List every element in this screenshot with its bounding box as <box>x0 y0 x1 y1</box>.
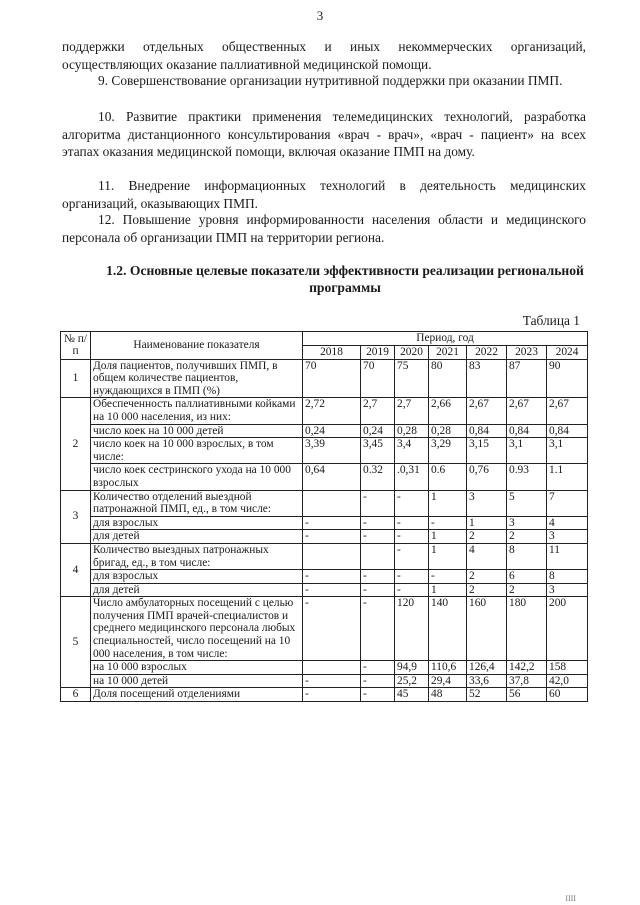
value-cell: - <box>303 516 361 530</box>
value-cell: 83 <box>467 359 507 398</box>
value-cell: 2,67 <box>547 398 588 424</box>
indicator-name: Число амбулаторных посещений с целью получения ПМП врачей-специалистов и среднего медицинского персонала любых специальностей, число посещений на 10 000 населения, в том числе: <box>91 597 303 661</box>
value-cell <box>361 543 395 569</box>
value-cell: - <box>429 570 467 584</box>
value-cell: 158 <box>547 661 588 675</box>
indicators-table <box>60 331 588 702</box>
value-cell: 3,15 <box>467 438 507 464</box>
value-cell: .0,31 <box>395 464 429 490</box>
value-cell: 2,7 <box>395 398 429 424</box>
table-row <box>61 464 588 490</box>
value-cell: 42,0 <box>547 674 588 688</box>
value-cell: 0.32 <box>361 464 395 490</box>
row-number: 5 <box>61 597 91 688</box>
value-cell: - <box>361 583 395 597</box>
col-name-header: Наименование показателя <box>91 332 303 360</box>
value-cell: - <box>303 688 361 702</box>
value-cell: 3 <box>467 490 507 516</box>
value-cell: 126,4 <box>467 661 507 675</box>
value-cell: - <box>303 530 361 544</box>
value-cell: - <box>361 674 395 688</box>
table-row <box>61 570 588 584</box>
value-cell: 45 <box>395 688 429 702</box>
value-cell: - <box>361 516 395 530</box>
value-cell: 37,8 <box>507 674 547 688</box>
value-cell: 2 <box>467 530 507 544</box>
paragraph <box>62 72 586 90</box>
value-cell: 2 <box>507 530 547 544</box>
table-row <box>61 516 588 530</box>
value-cell: 3,39 <box>303 438 361 464</box>
value-cell: 0,84 <box>547 424 588 438</box>
value-cell: 180 <box>507 597 547 661</box>
indicator-name: для взрослых <box>91 516 303 530</box>
indicator-name: для детей <box>91 530 303 544</box>
paragraph-text: 10. Развитие практики применения телемедицинских технологий, разработка алгоритма дистанционного консультирования «врач - врач», «врач - пациент» на всех этапах оказания медицинской помощи, включая оказание ПМП на дому. <box>62 109 586 160</box>
value-cell: - <box>395 516 429 530</box>
indicator-name: Количество отделений выездной патронажной ПМП, ед., в том числе: <box>91 490 303 516</box>
indicator-name: Доля посещений отделениями <box>91 688 303 702</box>
value-cell: 2 <box>467 583 507 597</box>
value-cell: 1 <box>429 543 467 569</box>
value-cell: 0,28 <box>395 424 429 438</box>
value-cell: 2 <box>507 583 547 597</box>
value-cell: 160 <box>467 597 507 661</box>
value-cell: 0.93 <box>507 464 547 490</box>
row-number: 2 <box>61 398 91 490</box>
value-cell: 4 <box>467 543 507 569</box>
indicator-name: Обеспеченность паллиативными койками на 10 000 населения, из них: <box>91 398 303 424</box>
table-row <box>61 597 588 661</box>
value-cell <box>303 543 361 569</box>
table-row <box>61 359 588 398</box>
table-row <box>61 490 588 516</box>
value-cell: - <box>303 583 361 597</box>
value-cell: 87 <box>507 359 547 398</box>
value-cell: 0,24 <box>303 424 361 438</box>
value-cell: - <box>395 543 429 569</box>
value-cell: 33,6 <box>467 674 507 688</box>
indicator-name: Количество выездных патронажных бригад, ед., в том числе: <box>91 543 303 569</box>
year-header: 2024 <box>547 345 588 359</box>
table-row <box>61 661 588 675</box>
value-cell: 3,1 <box>507 438 547 464</box>
table-row <box>61 583 588 597</box>
value-cell: 1.1 <box>547 464 588 490</box>
value-cell <box>303 661 361 675</box>
value-cell: 25,2 <box>395 674 429 688</box>
corner-mark: IIII <box>565 894 576 903</box>
col-period-header: Период, год <box>303 332 588 346</box>
value-cell: 3,29 <box>429 438 467 464</box>
paragraph-text: 12. Повышение уровня информированности населения области и медицинского персонала об организации ПМП на территории региона. <box>62 212 586 245</box>
value-cell: 1 <box>429 583 467 597</box>
value-cell: 1 <box>429 530 467 544</box>
row-number: 1 <box>61 359 91 398</box>
value-cell: 120 <box>395 597 429 661</box>
year-header: 2022 <box>467 345 507 359</box>
value-cell: - <box>303 597 361 661</box>
value-cell <box>303 490 361 516</box>
paragraph-text: 11. Внедрение информационных технологий в деятельность медицинских организаций, оказывающих ПМП. <box>62 178 586 211</box>
year-header: 2023 <box>507 345 547 359</box>
paragraph <box>62 177 586 212</box>
paragraph <box>62 38 586 73</box>
paragraph-text: поддержки отдельных общественных и иных некоммерческих организаций, осуществляющих оказание паллиативной медицинской помощи. <box>62 39 586 72</box>
year-header: 2020 <box>395 345 429 359</box>
value-cell: 52 <box>467 688 507 702</box>
col-num-header: № п/п <box>61 332 91 360</box>
indicator-name: для детей <box>91 583 303 597</box>
value-cell: - <box>361 661 395 675</box>
section-heading: 1.2. Основные целевые показатели эффективности реализации региональной программы <box>106 263 584 295</box>
value-cell: - <box>361 530 395 544</box>
indicator-name: для взрослых <box>91 570 303 584</box>
value-cell: 7 <box>547 490 588 516</box>
value-cell: 60 <box>547 688 588 702</box>
value-cell: 29,4 <box>429 674 467 688</box>
value-cell: 200 <box>547 597 588 661</box>
value-cell: - <box>361 688 395 702</box>
indicator-name: на 10 000 детей <box>91 674 303 688</box>
value-cell: 4 <box>547 516 588 530</box>
value-cell: 0,24 <box>361 424 395 438</box>
paragraph <box>62 108 586 161</box>
value-cell: 70 <box>361 359 395 398</box>
value-cell: 3,1 <box>547 438 588 464</box>
value-cell: 56 <box>507 688 547 702</box>
table-caption: Таблица 1 <box>522 313 580 328</box>
value-cell: 3,4 <box>395 438 429 464</box>
value-cell: 2,66 <box>429 398 467 424</box>
value-cell: 2,67 <box>467 398 507 424</box>
indicator-name: на 10 000 взрослых <box>91 661 303 675</box>
value-cell: 8 <box>507 543 547 569</box>
paragraph-text: 9. Совершенствование организации нутритивной поддержки при оказании ПМП. <box>98 73 563 88</box>
value-cell: - <box>361 597 395 661</box>
table-row <box>61 398 588 424</box>
indicator-name: число коек на 10 000 детей <box>91 424 303 438</box>
table-row <box>61 688 588 702</box>
value-cell: - <box>303 674 361 688</box>
value-cell: 140 <box>429 597 467 661</box>
value-cell: 0.6 <box>429 464 467 490</box>
value-cell: 142,2 <box>507 661 547 675</box>
value-cell: 3 <box>547 530 588 544</box>
value-cell: 0,84 <box>467 424 507 438</box>
value-cell: 90 <box>547 359 588 398</box>
value-cell: 2,72 <box>303 398 361 424</box>
table-row <box>61 530 588 544</box>
table-row <box>61 424 588 438</box>
value-cell: 48 <box>429 688 467 702</box>
value-cell: - <box>395 530 429 544</box>
value-cell: 2,67 <box>507 398 547 424</box>
indicator-name: число коек на 10 000 взрослых, в том числе: <box>91 438 303 464</box>
value-cell: 5 <box>507 490 547 516</box>
value-cell: 6 <box>507 570 547 584</box>
value-cell: - <box>361 570 395 584</box>
value-cell: 75 <box>395 359 429 398</box>
indicator-name: Доля пациентов, получивших ПМП, в общем количестве пациентов, нуждающихся в ПМП (%) <box>91 359 303 398</box>
value-cell: 3 <box>507 516 547 530</box>
page-number: 3 <box>316 8 324 23</box>
table-row <box>61 543 588 569</box>
value-cell: 0,84 <box>507 424 547 438</box>
value-cell: 70 <box>303 359 361 398</box>
row-number: 6 <box>61 688 91 702</box>
value-cell: - <box>395 583 429 597</box>
value-cell: - <box>303 570 361 584</box>
value-cell: 2 <box>467 570 507 584</box>
row-number: 3 <box>61 490 91 543</box>
value-cell: - <box>395 490 429 516</box>
value-cell: 1 <box>467 516 507 530</box>
value-cell: 3,45 <box>361 438 395 464</box>
value-cell: 2,7 <box>361 398 395 424</box>
value-cell: - <box>395 570 429 584</box>
year-header: 2019 <box>361 345 395 359</box>
year-header: 2018 <box>303 345 361 359</box>
value-cell: - <box>429 516 467 530</box>
value-cell: 1 <box>429 490 467 516</box>
value-cell: 80 <box>429 359 467 398</box>
table-row <box>61 438 588 464</box>
table-row <box>61 674 588 688</box>
row-number: 4 <box>61 543 91 596</box>
value-cell: 3 <box>547 583 588 597</box>
paragraph <box>62 211 586 246</box>
value-cell: 94,9 <box>395 661 429 675</box>
value-cell: 8 <box>547 570 588 584</box>
indicator-name: число коек сестринского ухода на 10 000 взрослых <box>91 464 303 490</box>
value-cell: 0,28 <box>429 424 467 438</box>
value-cell: - <box>361 490 395 516</box>
value-cell: 0,76 <box>467 464 507 490</box>
value-cell: 110,6 <box>429 661 467 675</box>
year-header: 2021 <box>429 345 467 359</box>
value-cell: 0,64 <box>303 464 361 490</box>
value-cell: 11 <box>547 543 588 569</box>
